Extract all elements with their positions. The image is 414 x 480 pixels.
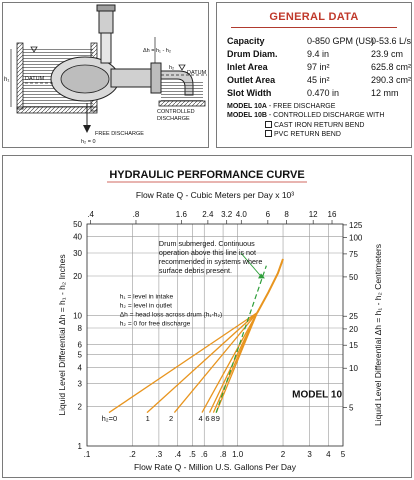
chart-panel	[2, 155, 412, 478]
curve-label: 9	[215, 414, 220, 424]
legend-text: h₁ = level in intake	[119, 293, 174, 301]
right-tick-label: 10	[349, 364, 358, 374]
outlet-level-marker	[179, 65, 185, 70]
model-line: MODEL 10B - CONTROLLED DISCHARGE WITH	[227, 112, 385, 119]
intake-floor	[17, 107, 97, 113]
spec-label: Drum Diam.	[227, 49, 278, 59]
pump-diagram-panel	[2, 2, 209, 148]
top-tick-label: 16	[327, 210, 337, 219]
right-tick-label: 50	[349, 272, 358, 282]
annotation-text: recommended in systems where	[158, 256, 263, 266]
x-tick-label: 3	[307, 450, 312, 459]
x-tick-label: 5	[340, 450, 346, 459]
y-tick-label: 6	[77, 340, 82, 350]
curve-series	[257, 259, 283, 313]
h2-label: h₂	[169, 65, 175, 71]
spec-imperial-value: 97 in²	[307, 62, 330, 72]
return-bend-option: CAST IRON RETURN BEND	[265, 121, 365, 129]
annotation-text: surface debris present.	[158, 265, 233, 275]
right-tick-label: 5	[349, 403, 354, 413]
title-underline	[231, 27, 397, 28]
spec-imperial-value: 0-850 GPM (US)	[307, 36, 375, 46]
x-tick-label: .5	[188, 450, 196, 459]
x-tick-label: .2	[129, 450, 136, 459]
y-tick-label: 1	[77, 442, 82, 451]
y-tick-label: 30	[73, 248, 82, 258]
curve-label: 2	[168, 414, 174, 424]
intake-left-wall	[17, 43, 23, 109]
spec-label: Outlet Area	[227, 75, 276, 85]
outlet-flange	[151, 63, 161, 93]
model-label: MODEL 10	[292, 389, 343, 401]
spec-metric-value: 12 mm	[371, 88, 399, 98]
top-tick-label: 1.6	[175, 210, 187, 219]
outlet-floor	[159, 101, 205, 106]
curve-label: 4	[198, 414, 203, 424]
spec-label: Slot Width	[227, 88, 272, 98]
drum-inner	[61, 65, 109, 93]
x-tick-label: 2	[280, 450, 286, 459]
top-tick-label: 4.0	[235, 210, 247, 219]
outlet-pipe	[111, 69, 151, 87]
delta-h-label: Δh = h₁ - h₂	[143, 48, 171, 54]
x-tick-label: .8	[219, 450, 227, 459]
free-discharge-label: FREE DISCHARGE	[95, 131, 144, 137]
x-tick-label: 1.0	[232, 450, 244, 459]
y-axis-label-left: Liquid Level Differential Δh = h₁ - h₂ Inches	[57, 254, 67, 416]
x-tick-label: .3	[155, 450, 163, 459]
datum-left-label: DATUM	[25, 76, 45, 82]
spec-metric-value: 290.3 cm²	[371, 75, 412, 85]
spec-imperial-value: 9.4 in	[307, 49, 330, 59]
y-axis-label-right: Liquid Level Differential Δh = h₁ - h₂ Centimeters	[373, 243, 383, 427]
y-tick-label: 10	[73, 311, 82, 321]
controlled-discharge-label: CONTROLLED DISCHARGE	[157, 109, 195, 122]
x-tick-label: .4	[174, 450, 182, 459]
y-tick-label: 3	[77, 379, 82, 389]
h2-zero-label: h₂ = 0	[81, 139, 96, 145]
spec-label: Capacity	[227, 36, 265, 46]
drum-cap	[99, 9, 113, 33]
top-tick-label: 3.2	[221, 210, 233, 219]
top-tick-label: 8	[284, 210, 289, 219]
y-tick-label: 50	[73, 220, 82, 229]
spec-imperial-value: 0.470 in	[307, 88, 340, 98]
outlet-water	[161, 81, 203, 101]
y-tick-label: 20	[73, 271, 82, 281]
top-tick-label: 6	[265, 210, 271, 219]
right-tick-label: 20	[349, 324, 358, 334]
top-tick-label: .8	[132, 210, 140, 219]
annotation-text: operation above this line is not	[158, 247, 257, 257]
x-tick-label: .1	[83, 450, 91, 459]
return-bend-option: PVC RETURN BEND	[265, 130, 341, 138]
curve-label: h₂=0	[101, 414, 118, 424]
y-tick-label: 40	[73, 232, 82, 242]
x-tick-label: 4	[326, 450, 331, 459]
annotation-text: Drum submerged. Continuous	[158, 238, 255, 248]
model-line: MODEL 10A - FREE DISCHARGE	[227, 103, 336, 110]
right-tick-label: 75	[349, 249, 358, 259]
hydraulic-chart	[3, 156, 411, 477]
checkbox-icon	[265, 130, 272, 137]
curve-series	[147, 313, 257, 413]
y-tick-label: 8	[77, 323, 82, 333]
legend-text: Δh = head loss across drum (h₁-h₂)	[119, 311, 223, 319]
spec-metric-value: 23.9 cm	[371, 49, 404, 59]
curve-series	[216, 313, 257, 413]
spec-label: Inlet Area	[227, 62, 268, 72]
checkbox-icon	[265, 121, 272, 128]
top-tick-label: 12	[308, 210, 318, 219]
y-tick-label: 4	[77, 363, 82, 373]
pump-diagram	[3, 3, 208, 147]
free-discharge-arrowhead	[83, 125, 91, 133]
x-tick-label: .6	[200, 450, 208, 459]
legend-text: h₂ = level in outlet	[119, 302, 173, 310]
spec-imperial-value: 45 in²	[307, 75, 330, 85]
x-axis-label: Flow Rate Q - Million U.S. Gallons Per Day	[133, 462, 297, 472]
drum-shaft	[101, 33, 111, 63]
general-data-title: GENERAL DATA	[269, 11, 359, 23]
drum-cap-top	[97, 5, 115, 11]
curve-label: 1	[145, 414, 150, 424]
h1-label: h₁	[4, 77, 10, 83]
datum-right-label: DATUM	[187, 70, 207, 76]
curve-label: 6	[205, 414, 210, 424]
chart-title: HYDRAULIC PERFORMANCE CURVE	[109, 169, 305, 181]
right-tick-label: 25	[349, 312, 358, 322]
spec-metric-value: 0-53.6 L/s	[371, 36, 412, 46]
legend-text: h₂ = 0 for free discharge	[119, 320, 191, 328]
spec-metric-value: 625.8 cm²	[371, 62, 412, 72]
curve-series	[202, 313, 257, 413]
y-tick-label: 5	[77, 350, 82, 360]
top-axis-label: Flow Rate Q - Cubic Meters per Day x 10³	[135, 190, 295, 200]
right-tick-label: 100	[349, 233, 363, 243]
curve-label: 8	[210, 414, 216, 424]
top-tick-label: .4	[87, 210, 94, 219]
general-data-panel	[216, 2, 412, 148]
y-tick-label: 2	[77, 402, 82, 412]
right-tick-label: 15	[349, 341, 358, 351]
top-tick-label: 2.4	[202, 210, 214, 219]
right-tick-label: 125	[349, 220, 363, 230]
